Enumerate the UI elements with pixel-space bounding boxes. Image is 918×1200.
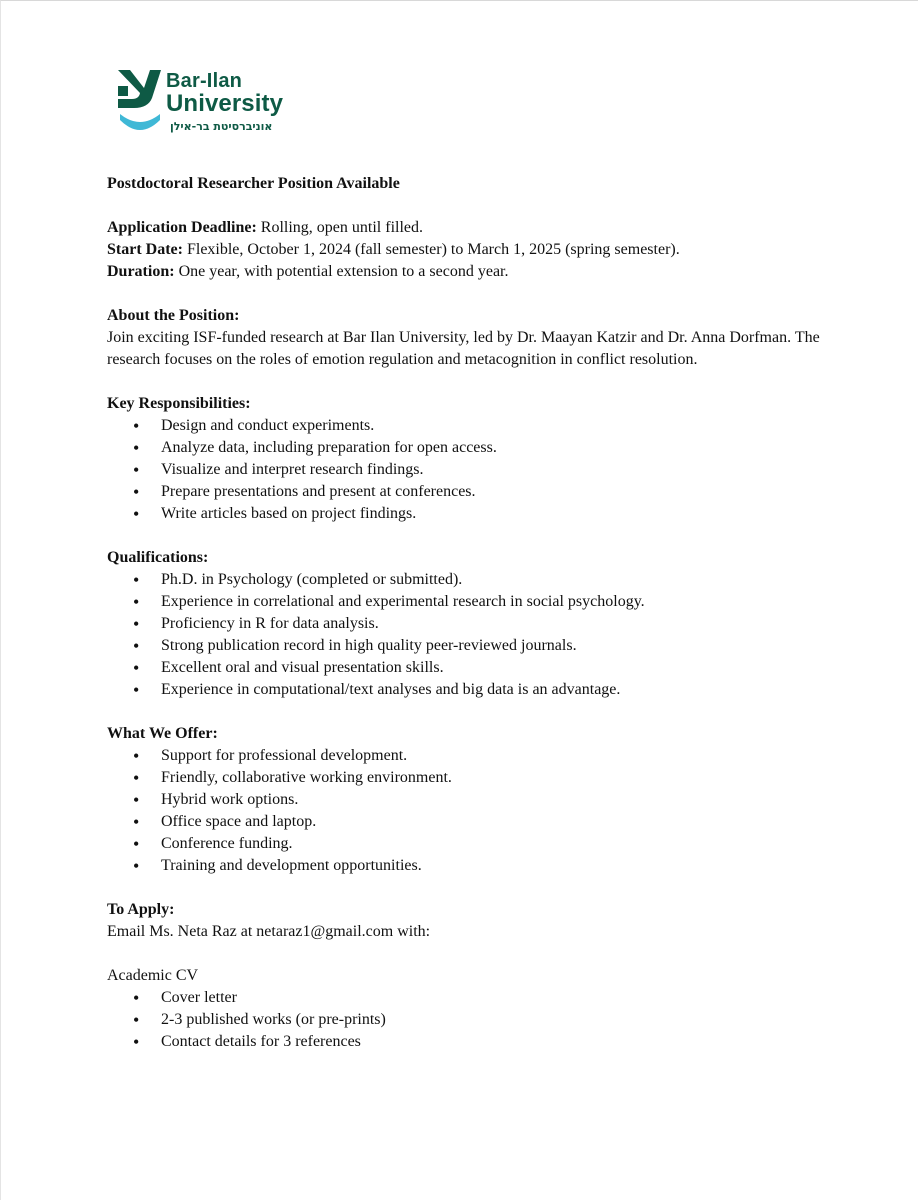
spacer (107, 943, 847, 965)
about-section (107, 305, 847, 371)
details-section (107, 217, 847, 283)
list-item: • Office space and laptop. (107, 811, 847, 833)
responsibilities-list (107, 415, 847, 525)
apply-heading: To Apply: (107, 901, 175, 918)
list-item: • Experience in correlational and experimental research in social psychology. (107, 591, 847, 613)
apply-list (107, 987, 847, 1053)
list-item: • Excellent oral and visual presentation skills. (107, 657, 847, 679)
offer-section (107, 723, 847, 877)
logo-mark-icon (114, 66, 164, 138)
qualifications-section (107, 547, 847, 701)
deadline-label: Application Deadline: (107, 219, 257, 236)
list-item: • Prepare presentations and present at conferences. (107, 481, 847, 503)
qualifications-heading: Qualifications: (107, 549, 209, 566)
offer-heading: What We Offer: (107, 725, 218, 742)
apply-first-item: Academic CV (107, 967, 199, 984)
list-item: • Visualize and interpret research findings. (107, 459, 847, 481)
list-item: • Conference funding. (107, 833, 847, 855)
list-item: • Support for professional development. (107, 745, 847, 767)
list-item: • Design and conduct experiments. (107, 415, 847, 437)
list-item: • Strong publication record in high quality peer-reviewed journals. (107, 635, 847, 657)
list-item: • Proficiency in R for data analysis. (107, 613, 847, 635)
duration-value: One year, with potential extension to a second year. (174, 263, 509, 280)
list-item: • Analyze data, including preparation for open access. (107, 437, 847, 459)
qualifications-list (107, 569, 847, 701)
document-body (107, 173, 847, 1053)
about-text: Join exciting ISF-funded research at Bar Ilan University, led by Dr. Maayan Katzir and Dr. Anna Dorfman. The research focuses on the roles of emotion regulation and metacognition in conflict resolution. (107, 329, 820, 368)
duration-label: Duration: (107, 263, 175, 280)
offer-list (107, 745, 847, 877)
logo-name-hebrew: אוניברסיטת בר-אילן (170, 120, 273, 133)
list-item: • 2-3 published works (or pre-prints) (107, 1009, 847, 1031)
list-item: • Ph.D. in Psychology (completed or submitted). (107, 569, 847, 591)
start-date-line (107, 239, 847, 261)
list-item: • Write articles based on project findings. (107, 503, 847, 525)
logo-name-line2: University (166, 90, 284, 117)
duration-line (107, 261, 847, 283)
deadline-value: Rolling, open until filled. (256, 219, 424, 236)
start-date-value: Flexible, October 1, 2024 (fall semester) to March 1, 2025 (spring semester). (182, 241, 680, 258)
apply-text: Email Ms. Neta Raz at netaraz1@gmail.com with: (107, 923, 431, 940)
list-item: • Experience in computational/text analyses and big data is an advantage. (107, 679, 847, 701)
start-date-label: Start Date: (107, 241, 183, 258)
list-item: • Training and development opportunities. (107, 855, 847, 877)
list-item: • Cover letter (107, 987, 847, 1009)
responsibilities-section (107, 393, 847, 525)
apply-section (107, 899, 847, 1053)
about-heading: About the Position: (107, 307, 240, 324)
responsibilities-heading: Key Responsibilities: (107, 395, 251, 412)
deadline-line (107, 217, 847, 239)
logo-name-line1: Bar-Ilan (166, 70, 243, 92)
list-item: • Hybrid work options. (107, 789, 847, 811)
bar-ilan-logo (114, 66, 324, 142)
list-item: • Friendly, collaborative working environment. (107, 767, 847, 789)
list-item: • Contact details for 3 references (107, 1031, 847, 1053)
document-title: Postdoctoral Researcher Position Available (107, 175, 400, 192)
